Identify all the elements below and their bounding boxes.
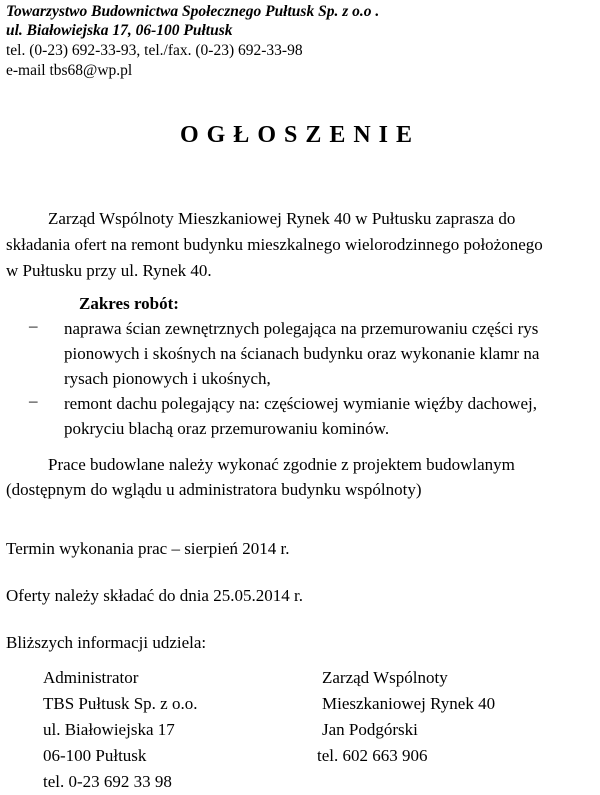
scope-heading: Zakres robót: [79, 294, 179, 313]
header-org-name: Towarzystwo Budownictwa Społecznego Pułtusk Sp. z o.o . [6, 3, 380, 20]
offers-deadline-line: Oferty należy składać do dnia 25.05.2014 r. [6, 586, 303, 605]
page-title: OGŁOSZENIE [179, 122, 421, 148]
contact-line: ul. Białowiejska 17 [43, 720, 175, 739]
contact-line: Jan Podgórski [322, 720, 418, 739]
contact-line: tel. 602 663 906 [317, 746, 428, 765]
intro-line-1: Zarząd Wspólnoty Mieszkaniowej Rynek 40 w Pułtusku zaprasza do [48, 209, 516, 228]
contact-line: TBS Pułtusk Sp. z o.o. [43, 694, 198, 713]
contact-line: Administrator [43, 668, 139, 687]
list-bullet-dash: – [29, 391, 38, 410]
list-item-line: rysach pionowych i ukośnych, [64, 369, 271, 388]
info-heading: Bliższych informacji udziela: [6, 633, 207, 652]
list-item-line: naprawa ścian zewnętrznych polegająca na przemurowaniu części rys [64, 319, 539, 338]
header-address: ul. Białowiejska 17, 06-100 Pułtusk [6, 22, 233, 39]
contact-line: Mieszkaniowej Rynek 40 [322, 694, 496, 713]
header-email: e-mail tbs68@wp.pl [6, 62, 133, 79]
list-item-line: pokryciu blachą oraz przemurowaniu kominów. [64, 419, 390, 438]
intro-line-2: składania ofert na remont budynku mieszkalnego wielorodzinnego położonego [6, 235, 543, 254]
works-line-2: (dostępnym do wglądu u administratora budynku wspólnoty) [6, 480, 422, 499]
intro-line-3: w Pułtusku przy ul. Rynek 40. [6, 261, 212, 280]
term-line: Termin wykonania prac – sierpień 2014 r. [6, 539, 290, 558]
contact-administrator [43, 665, 197, 795]
contact-line: 06-100 Pułtusk [43, 746, 147, 765]
contact-line: tel. 0-23 692 33 98 [43, 772, 172, 791]
contact-line: Zarząd Wspólnoty [322, 668, 448, 687]
list-item-line: pionowych i skośnych na ścianach budynku oraz wykonanie klamr na [64, 344, 540, 363]
list-bullet-dash: – [29, 316, 38, 335]
works-line-1: Prace budowlane należy wykonać zgodnie z projektem budowlanym [48, 455, 515, 474]
contact-board [317, 665, 496, 769]
header-phone: tel. (0-23) 692-33-93, tel./fax. (0-23) 692-33-98 [6, 42, 303, 59]
list-item-line: remont dachu polegający na: częściowej wymianie więźby dachowej, [64, 394, 537, 413]
